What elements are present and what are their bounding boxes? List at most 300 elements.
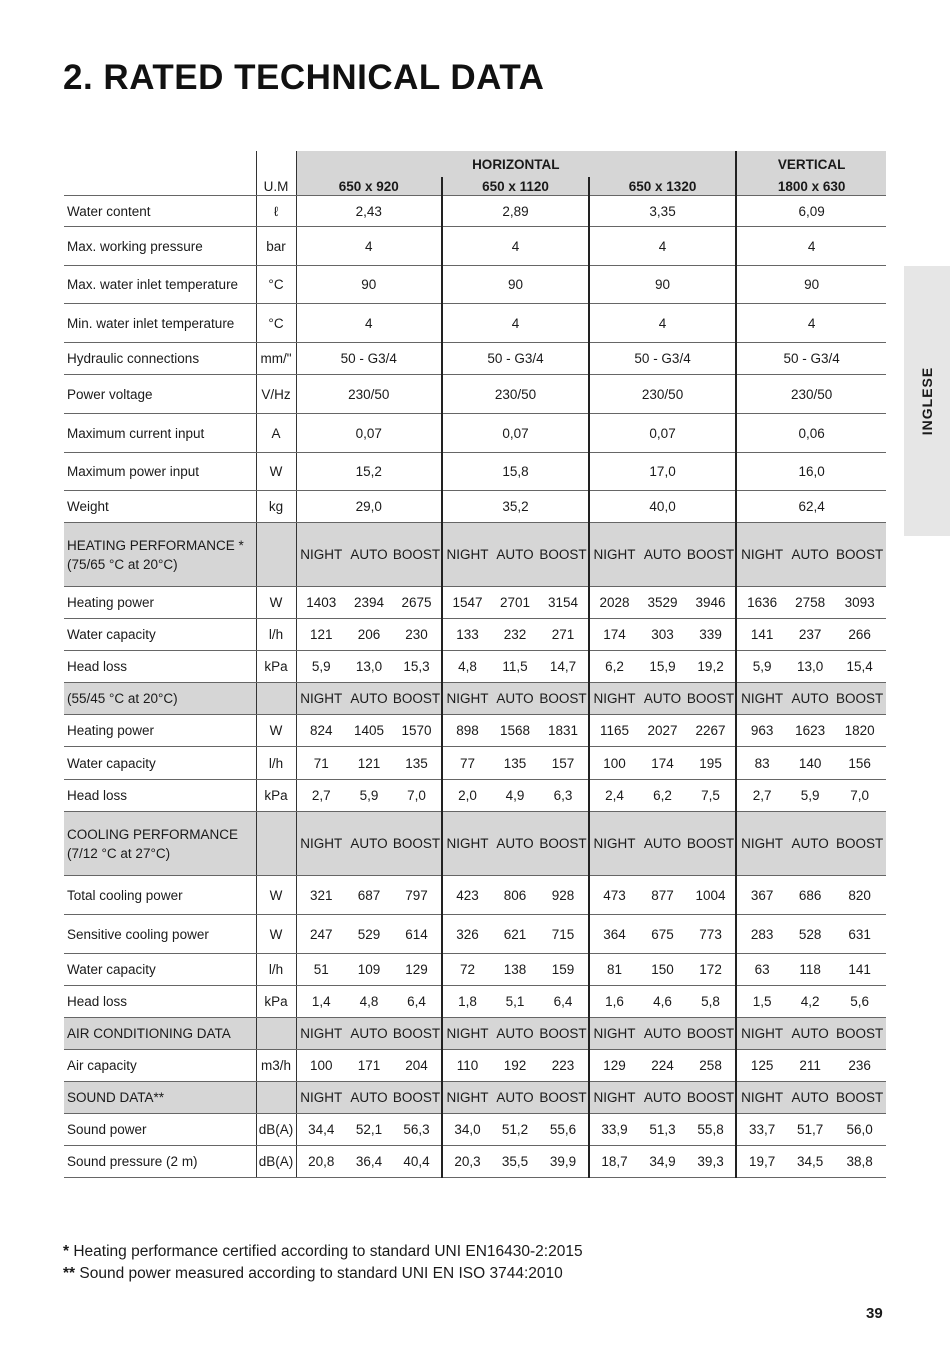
mode-header: BOOST bbox=[833, 812, 886, 876]
value-cell: 230/50 bbox=[736, 375, 886, 414]
value-cell: 1568 bbox=[492, 715, 538, 747]
data-row bbox=[64, 1050, 886, 1082]
value-cell: 133 bbox=[442, 619, 492, 651]
value-cell: 156 bbox=[833, 747, 886, 780]
value-cell: 686 bbox=[787, 876, 833, 915]
value-cell: 72 bbox=[442, 954, 492, 986]
value-cell: 3093 bbox=[833, 587, 886, 619]
value-cell: 621 bbox=[492, 915, 538, 954]
unit-cell: dB(A) bbox=[256, 1146, 296, 1178]
mode-header: AUTO bbox=[787, 1082, 833, 1114]
value-cell: 230/50 bbox=[589, 375, 736, 414]
row-label: Water capacity bbox=[64, 747, 256, 780]
mode-header: NIGHT bbox=[736, 1018, 787, 1050]
value-cell: 224 bbox=[639, 1050, 686, 1082]
unit-cell: l/h bbox=[256, 619, 296, 651]
footnote bbox=[63, 1263, 583, 1285]
mode-header: NIGHT bbox=[296, 523, 346, 587]
value-cell: 110 bbox=[442, 1050, 492, 1082]
value-cell: 0,06 bbox=[736, 414, 886, 453]
value-cell: 2,89 bbox=[442, 196, 589, 227]
row-label: Head loss bbox=[64, 986, 256, 1018]
section-title-line: (7/12 °C at 27°C) bbox=[67, 845, 171, 861]
mode-header: NIGHT bbox=[736, 683, 787, 715]
value-cell: 19,2 bbox=[686, 651, 736, 683]
value-cell: 283 bbox=[736, 915, 787, 954]
value-cell: 687 bbox=[346, 876, 392, 915]
value-cell: 6,2 bbox=[639, 780, 686, 812]
section-title bbox=[64, 683, 256, 715]
value-cell: 4 bbox=[296, 304, 442, 343]
value-cell: 40,0 bbox=[589, 491, 736, 523]
value-cell: 258 bbox=[686, 1050, 736, 1082]
value-cell: 50 - G3/4 bbox=[442, 343, 589, 375]
value-cell: 121 bbox=[296, 619, 346, 651]
value-cell: 631 bbox=[833, 915, 886, 954]
value-cell: 820 bbox=[833, 876, 886, 915]
value-cell: 1831 bbox=[538, 715, 589, 747]
value-cell: 81 bbox=[589, 954, 639, 986]
value-cell: 121 bbox=[346, 747, 392, 780]
value-cell: 11,5 bbox=[492, 651, 538, 683]
section-title-line: COOLING PERFORMANCE bbox=[67, 826, 239, 842]
mode-header: BOOST bbox=[392, 1082, 442, 1114]
value-cell: 806 bbox=[492, 876, 538, 915]
value-cell: 52,1 bbox=[346, 1114, 392, 1146]
value-cell: 1636 bbox=[736, 587, 787, 619]
value-cell: 83 bbox=[736, 747, 787, 780]
row-label: Max. working pressure bbox=[64, 227, 256, 266]
value-cell: 15,4 bbox=[833, 651, 886, 683]
value-cell: 4,8 bbox=[442, 651, 492, 683]
mode-header: AUTO bbox=[492, 683, 538, 715]
general-row bbox=[64, 343, 886, 375]
value-cell: 19,7 bbox=[736, 1146, 787, 1178]
row-label: Min. water inlet temperature bbox=[64, 304, 256, 343]
um-header: U.M bbox=[256, 177, 296, 196]
value-cell: 4 bbox=[296, 227, 442, 266]
value-cell: 303 bbox=[639, 619, 686, 651]
value-cell: 7,0 bbox=[833, 780, 886, 812]
value-cell: 18,7 bbox=[589, 1146, 639, 1178]
value-cell: 15,8 bbox=[442, 453, 589, 491]
value-cell: 230 bbox=[392, 619, 442, 651]
value-cell: 6,4 bbox=[538, 986, 589, 1018]
value-cell: 529 bbox=[346, 915, 392, 954]
value-cell: 51,3 bbox=[639, 1114, 686, 1146]
unit-cell: bar bbox=[256, 227, 296, 266]
value-cell: 211 bbox=[787, 1050, 833, 1082]
value-cell: 528 bbox=[787, 915, 833, 954]
value-cell: 13,0 bbox=[787, 651, 833, 683]
header-blank-cell bbox=[64, 151, 256, 177]
section-header-row bbox=[64, 683, 886, 715]
mode-header: AUTO bbox=[492, 812, 538, 876]
model-header: 1800 x 630 bbox=[736, 177, 886, 196]
unit-cell: ℓ bbox=[256, 196, 296, 227]
value-cell: 1547 bbox=[442, 587, 492, 619]
value-cell: 321 bbox=[296, 876, 346, 915]
value-cell: 34,9 bbox=[639, 1146, 686, 1178]
footnotes bbox=[63, 1241, 583, 1285]
data-row bbox=[64, 587, 886, 619]
value-cell: 3529 bbox=[639, 587, 686, 619]
value-cell: 898 bbox=[442, 715, 492, 747]
unit-cell: kg bbox=[256, 491, 296, 523]
value-cell: 473 bbox=[589, 876, 639, 915]
model-header: 650 x 920 bbox=[296, 177, 442, 196]
mode-header: AUTO bbox=[787, 523, 833, 587]
section-title-line: (55/45 °C at 20°C) bbox=[67, 691, 178, 706]
value-cell: 35,5 bbox=[492, 1146, 538, 1178]
general-row bbox=[64, 375, 886, 414]
value-cell: 223 bbox=[538, 1050, 589, 1082]
footnote-text: Sound power measured according to standard UNI EN ISO 3744:2010 bbox=[75, 1265, 563, 1282]
unit-cell: l/h bbox=[256, 747, 296, 780]
value-cell: 4,6 bbox=[639, 986, 686, 1018]
mode-header: AUTO bbox=[346, 1082, 392, 1114]
mode-header: NIGHT bbox=[442, 1082, 492, 1114]
value-cell: 1,4 bbox=[296, 986, 346, 1018]
value-cell: 367 bbox=[736, 876, 787, 915]
value-cell: 100 bbox=[589, 747, 639, 780]
unit-cell: kPa bbox=[256, 651, 296, 683]
row-label: Heating power bbox=[64, 587, 256, 619]
row-label: Water content bbox=[64, 196, 256, 227]
general-row bbox=[64, 304, 886, 343]
unit-cell bbox=[256, 1082, 296, 1114]
value-cell: 159 bbox=[538, 954, 589, 986]
row-label: Heating power bbox=[64, 715, 256, 747]
value-cell: 1,8 bbox=[442, 986, 492, 1018]
general-row bbox=[64, 453, 886, 491]
mode-header: AUTO bbox=[492, 1082, 538, 1114]
value-cell: 0,07 bbox=[442, 414, 589, 453]
unit-cell bbox=[256, 523, 296, 587]
value-cell: 204 bbox=[392, 1050, 442, 1082]
value-cell: 675 bbox=[639, 915, 686, 954]
technical-data-table bbox=[64, 151, 886, 1178]
row-label: Air capacity bbox=[64, 1050, 256, 1082]
value-cell: 5,9 bbox=[736, 651, 787, 683]
value-cell: 100 bbox=[296, 1050, 346, 1082]
value-cell: 16,0 bbox=[736, 453, 886, 491]
mode-header: BOOST bbox=[833, 1018, 886, 1050]
section-header-row bbox=[64, 1018, 886, 1050]
unit-cell bbox=[256, 1018, 296, 1050]
section-title-line: SOUND DATA** bbox=[67, 1090, 165, 1105]
value-cell: 6,4 bbox=[392, 986, 442, 1018]
row-label: Max. water inlet temperature bbox=[64, 266, 256, 304]
general-row bbox=[64, 196, 886, 227]
section-header-row bbox=[64, 1082, 886, 1114]
mode-header: NIGHT bbox=[736, 812, 787, 876]
value-cell: 140 bbox=[787, 747, 833, 780]
value-cell: 2,43 bbox=[296, 196, 442, 227]
value-cell: 40,4 bbox=[392, 1146, 442, 1178]
unit-cell bbox=[256, 683, 296, 715]
value-cell: 266 bbox=[833, 619, 886, 651]
value-cell: 192 bbox=[492, 1050, 538, 1082]
data-row bbox=[64, 876, 886, 915]
value-cell: 3,35 bbox=[589, 196, 736, 227]
value-cell: 2701 bbox=[492, 587, 538, 619]
value-cell: 236 bbox=[833, 1050, 886, 1082]
value-cell: 1,6 bbox=[589, 986, 639, 1018]
footnote-text: Heating performance certified according to standard UNI EN16430-2:2015 bbox=[69, 1243, 583, 1260]
value-cell: 36,4 bbox=[346, 1146, 392, 1178]
mode-header: NIGHT bbox=[589, 683, 639, 715]
value-cell: 77 bbox=[442, 747, 492, 780]
mode-header: AUTO bbox=[346, 523, 392, 587]
section-title-line: (75/65 °C at 20°C) bbox=[67, 556, 178, 572]
value-cell: 34,5 bbox=[787, 1146, 833, 1178]
value-cell: 141 bbox=[833, 954, 886, 986]
value-cell: 3946 bbox=[686, 587, 736, 619]
footnote-mark: ** bbox=[63, 1265, 76, 1282]
mode-header: AUTO bbox=[787, 1018, 833, 1050]
value-cell: 232 bbox=[492, 619, 538, 651]
value-cell: 4 bbox=[442, 304, 589, 343]
row-label: Power voltage bbox=[64, 375, 256, 414]
value-cell: 13,0 bbox=[346, 651, 392, 683]
data-row bbox=[64, 780, 886, 812]
model-header: 650 x 1320 bbox=[589, 177, 736, 196]
value-cell: 2027 bbox=[639, 715, 686, 747]
row-label: Hydraulic connections bbox=[64, 343, 256, 375]
header-blank-um bbox=[256, 151, 296, 177]
value-cell: 5,9 bbox=[296, 651, 346, 683]
mode-header: BOOST bbox=[392, 1018, 442, 1050]
mode-header: NIGHT bbox=[296, 812, 346, 876]
value-cell: 2758 bbox=[787, 587, 833, 619]
mode-header: AUTO bbox=[639, 1082, 686, 1114]
mode-header: BOOST bbox=[392, 523, 442, 587]
value-cell: 4,2 bbox=[787, 986, 833, 1018]
header-blank-cell bbox=[64, 177, 256, 196]
value-cell: 2,4 bbox=[589, 780, 639, 812]
value-cell: 3154 bbox=[538, 587, 589, 619]
row-label: Sound power bbox=[64, 1114, 256, 1146]
unit-cell: W bbox=[256, 915, 296, 954]
mode-header: NIGHT bbox=[442, 812, 492, 876]
mode-header: BOOST bbox=[686, 683, 736, 715]
value-cell: 50 - G3/4 bbox=[589, 343, 736, 375]
data-row bbox=[64, 1146, 886, 1178]
unit-cell: dB(A) bbox=[256, 1114, 296, 1146]
value-cell: 230/50 bbox=[296, 375, 442, 414]
value-cell: 141 bbox=[736, 619, 787, 651]
value-cell: 15,2 bbox=[296, 453, 442, 491]
mode-header: AUTO bbox=[346, 683, 392, 715]
mode-header: AUTO bbox=[492, 523, 538, 587]
unit-cell: W bbox=[256, 587, 296, 619]
unit-cell: W bbox=[256, 715, 296, 747]
mode-header: AUTO bbox=[639, 523, 686, 587]
unit-cell: l/h bbox=[256, 954, 296, 986]
value-cell: 1165 bbox=[589, 715, 639, 747]
general-row bbox=[64, 491, 886, 523]
mode-header: NIGHT bbox=[589, 523, 639, 587]
value-cell: 56,3 bbox=[392, 1114, 442, 1146]
value-cell: 2394 bbox=[346, 587, 392, 619]
value-cell: 5,8 bbox=[686, 986, 736, 1018]
language-tab-label: INGLESE bbox=[919, 366, 935, 436]
value-cell: 50 - G3/4 bbox=[296, 343, 442, 375]
value-cell: 129 bbox=[589, 1050, 639, 1082]
value-cell: 17,0 bbox=[589, 453, 736, 491]
value-cell: 2028 bbox=[589, 587, 639, 619]
value-cell: 2,7 bbox=[736, 780, 787, 812]
value-cell: 195 bbox=[686, 747, 736, 780]
value-cell: 928 bbox=[538, 876, 589, 915]
value-cell: 33,7 bbox=[736, 1114, 787, 1146]
value-cell: 237 bbox=[787, 619, 833, 651]
value-cell: 2,0 bbox=[442, 780, 492, 812]
value-cell: 5,1 bbox=[492, 986, 538, 1018]
mode-header: NIGHT bbox=[296, 1018, 346, 1050]
value-cell: 1570 bbox=[392, 715, 442, 747]
value-cell: 1403 bbox=[296, 587, 346, 619]
mode-header: AUTO bbox=[787, 683, 833, 715]
value-cell: 50 - G3/4 bbox=[736, 343, 886, 375]
unit-cell: m3/h bbox=[256, 1050, 296, 1082]
unit-cell: kPa bbox=[256, 780, 296, 812]
mode-header: BOOST bbox=[833, 523, 886, 587]
value-cell: 963 bbox=[736, 715, 787, 747]
row-label: Water capacity bbox=[64, 619, 256, 651]
mode-header: BOOST bbox=[538, 1082, 589, 1114]
value-cell: 51 bbox=[296, 954, 346, 986]
mode-header: AUTO bbox=[346, 1018, 392, 1050]
value-cell: 6,09 bbox=[736, 196, 886, 227]
value-cell: 39,9 bbox=[538, 1146, 589, 1178]
value-cell: 62,4 bbox=[736, 491, 886, 523]
value-cell: 230/50 bbox=[442, 375, 589, 414]
mode-header: AUTO bbox=[639, 1018, 686, 1050]
value-cell: 1004 bbox=[686, 876, 736, 915]
mode-header: BOOST bbox=[686, 523, 736, 587]
value-cell: 614 bbox=[392, 915, 442, 954]
general-row bbox=[64, 227, 886, 266]
section-title bbox=[64, 523, 256, 587]
section-header-row bbox=[64, 812, 886, 876]
language-side-tab bbox=[904, 266, 950, 536]
footnote-mark: * bbox=[63, 1243, 70, 1260]
row-label: Maximum current input bbox=[64, 414, 256, 453]
mode-header: NIGHT bbox=[296, 683, 346, 715]
value-cell: 364 bbox=[589, 915, 639, 954]
mode-header: AUTO bbox=[639, 683, 686, 715]
value-cell: 824 bbox=[296, 715, 346, 747]
value-cell: 7,5 bbox=[686, 780, 736, 812]
data-row bbox=[64, 1114, 886, 1146]
value-cell: 29,0 bbox=[296, 491, 442, 523]
value-cell: 109 bbox=[346, 954, 392, 986]
section-title bbox=[64, 1082, 256, 1114]
mode-header: NIGHT bbox=[296, 1082, 346, 1114]
data-row bbox=[64, 715, 886, 747]
value-cell: 4,8 bbox=[346, 986, 392, 1018]
mode-header: BOOST bbox=[538, 1018, 589, 1050]
row-label: Sound pressure (2 m) bbox=[64, 1146, 256, 1178]
value-cell: 4 bbox=[589, 304, 736, 343]
value-cell: 2,7 bbox=[296, 780, 346, 812]
value-cell: 0,07 bbox=[296, 414, 442, 453]
general-row bbox=[64, 414, 886, 453]
value-cell: 15,9 bbox=[639, 651, 686, 683]
header-row-models bbox=[64, 177, 886, 196]
mode-header: BOOST bbox=[686, 1082, 736, 1114]
mode-header: BOOST bbox=[833, 1082, 886, 1114]
row-label: Head loss bbox=[64, 651, 256, 683]
mode-header: BOOST bbox=[392, 812, 442, 876]
mode-header: NIGHT bbox=[589, 1018, 639, 1050]
value-cell: 51,2 bbox=[492, 1114, 538, 1146]
value-cell: 129 bbox=[392, 954, 442, 986]
row-label: Total cooling power bbox=[64, 876, 256, 915]
data-row bbox=[64, 651, 886, 683]
value-cell: 38,8 bbox=[833, 1146, 886, 1178]
value-cell: 118 bbox=[787, 954, 833, 986]
footnote bbox=[63, 1241, 583, 1263]
unit-cell: mm/" bbox=[256, 343, 296, 375]
technical-data-body bbox=[64, 151, 886, 1178]
mode-header: NIGHT bbox=[442, 523, 492, 587]
mode-header: BOOST bbox=[686, 812, 736, 876]
value-cell: 138 bbox=[492, 954, 538, 986]
value-cell: 157 bbox=[538, 747, 589, 780]
page-title: 2. RATED TECHNICAL DATA bbox=[63, 58, 545, 97]
unit-cell bbox=[256, 812, 296, 876]
mode-header: BOOST bbox=[833, 683, 886, 715]
row-label: Maximum power input bbox=[64, 453, 256, 491]
value-cell: 20,8 bbox=[296, 1146, 346, 1178]
value-cell: 39,3 bbox=[686, 1146, 736, 1178]
value-cell: 5,9 bbox=[346, 780, 392, 812]
unit-cell: °C bbox=[256, 304, 296, 343]
group-vertical: VERTICAL bbox=[736, 151, 886, 177]
mode-header: BOOST bbox=[686, 1018, 736, 1050]
value-cell: 55,8 bbox=[686, 1114, 736, 1146]
model-header: 650 x 1120 bbox=[442, 177, 589, 196]
mode-header: BOOST bbox=[392, 683, 442, 715]
value-cell: 773 bbox=[686, 915, 736, 954]
value-cell: 171 bbox=[346, 1050, 392, 1082]
mode-header: BOOST bbox=[538, 683, 589, 715]
value-cell: 715 bbox=[538, 915, 589, 954]
value-cell: 174 bbox=[639, 747, 686, 780]
value-cell: 33,9 bbox=[589, 1114, 639, 1146]
header-row-groups bbox=[64, 151, 886, 177]
value-cell: 4 bbox=[736, 227, 886, 266]
value-cell: 1,5 bbox=[736, 986, 787, 1018]
value-cell: 1405 bbox=[346, 715, 392, 747]
value-cell: 34,0 bbox=[442, 1114, 492, 1146]
value-cell: 1820 bbox=[833, 715, 886, 747]
value-cell: 172 bbox=[686, 954, 736, 986]
row-label: Sensitive cooling power bbox=[64, 915, 256, 954]
value-cell: 125 bbox=[736, 1050, 787, 1082]
value-cell: 2267 bbox=[686, 715, 736, 747]
value-cell: 423 bbox=[442, 876, 492, 915]
value-cell: 247 bbox=[296, 915, 346, 954]
value-cell: 135 bbox=[492, 747, 538, 780]
value-cell: 0,07 bbox=[589, 414, 736, 453]
row-label: Water capacity bbox=[64, 954, 256, 986]
mode-header: NIGHT bbox=[736, 523, 787, 587]
data-row bbox=[64, 954, 886, 986]
